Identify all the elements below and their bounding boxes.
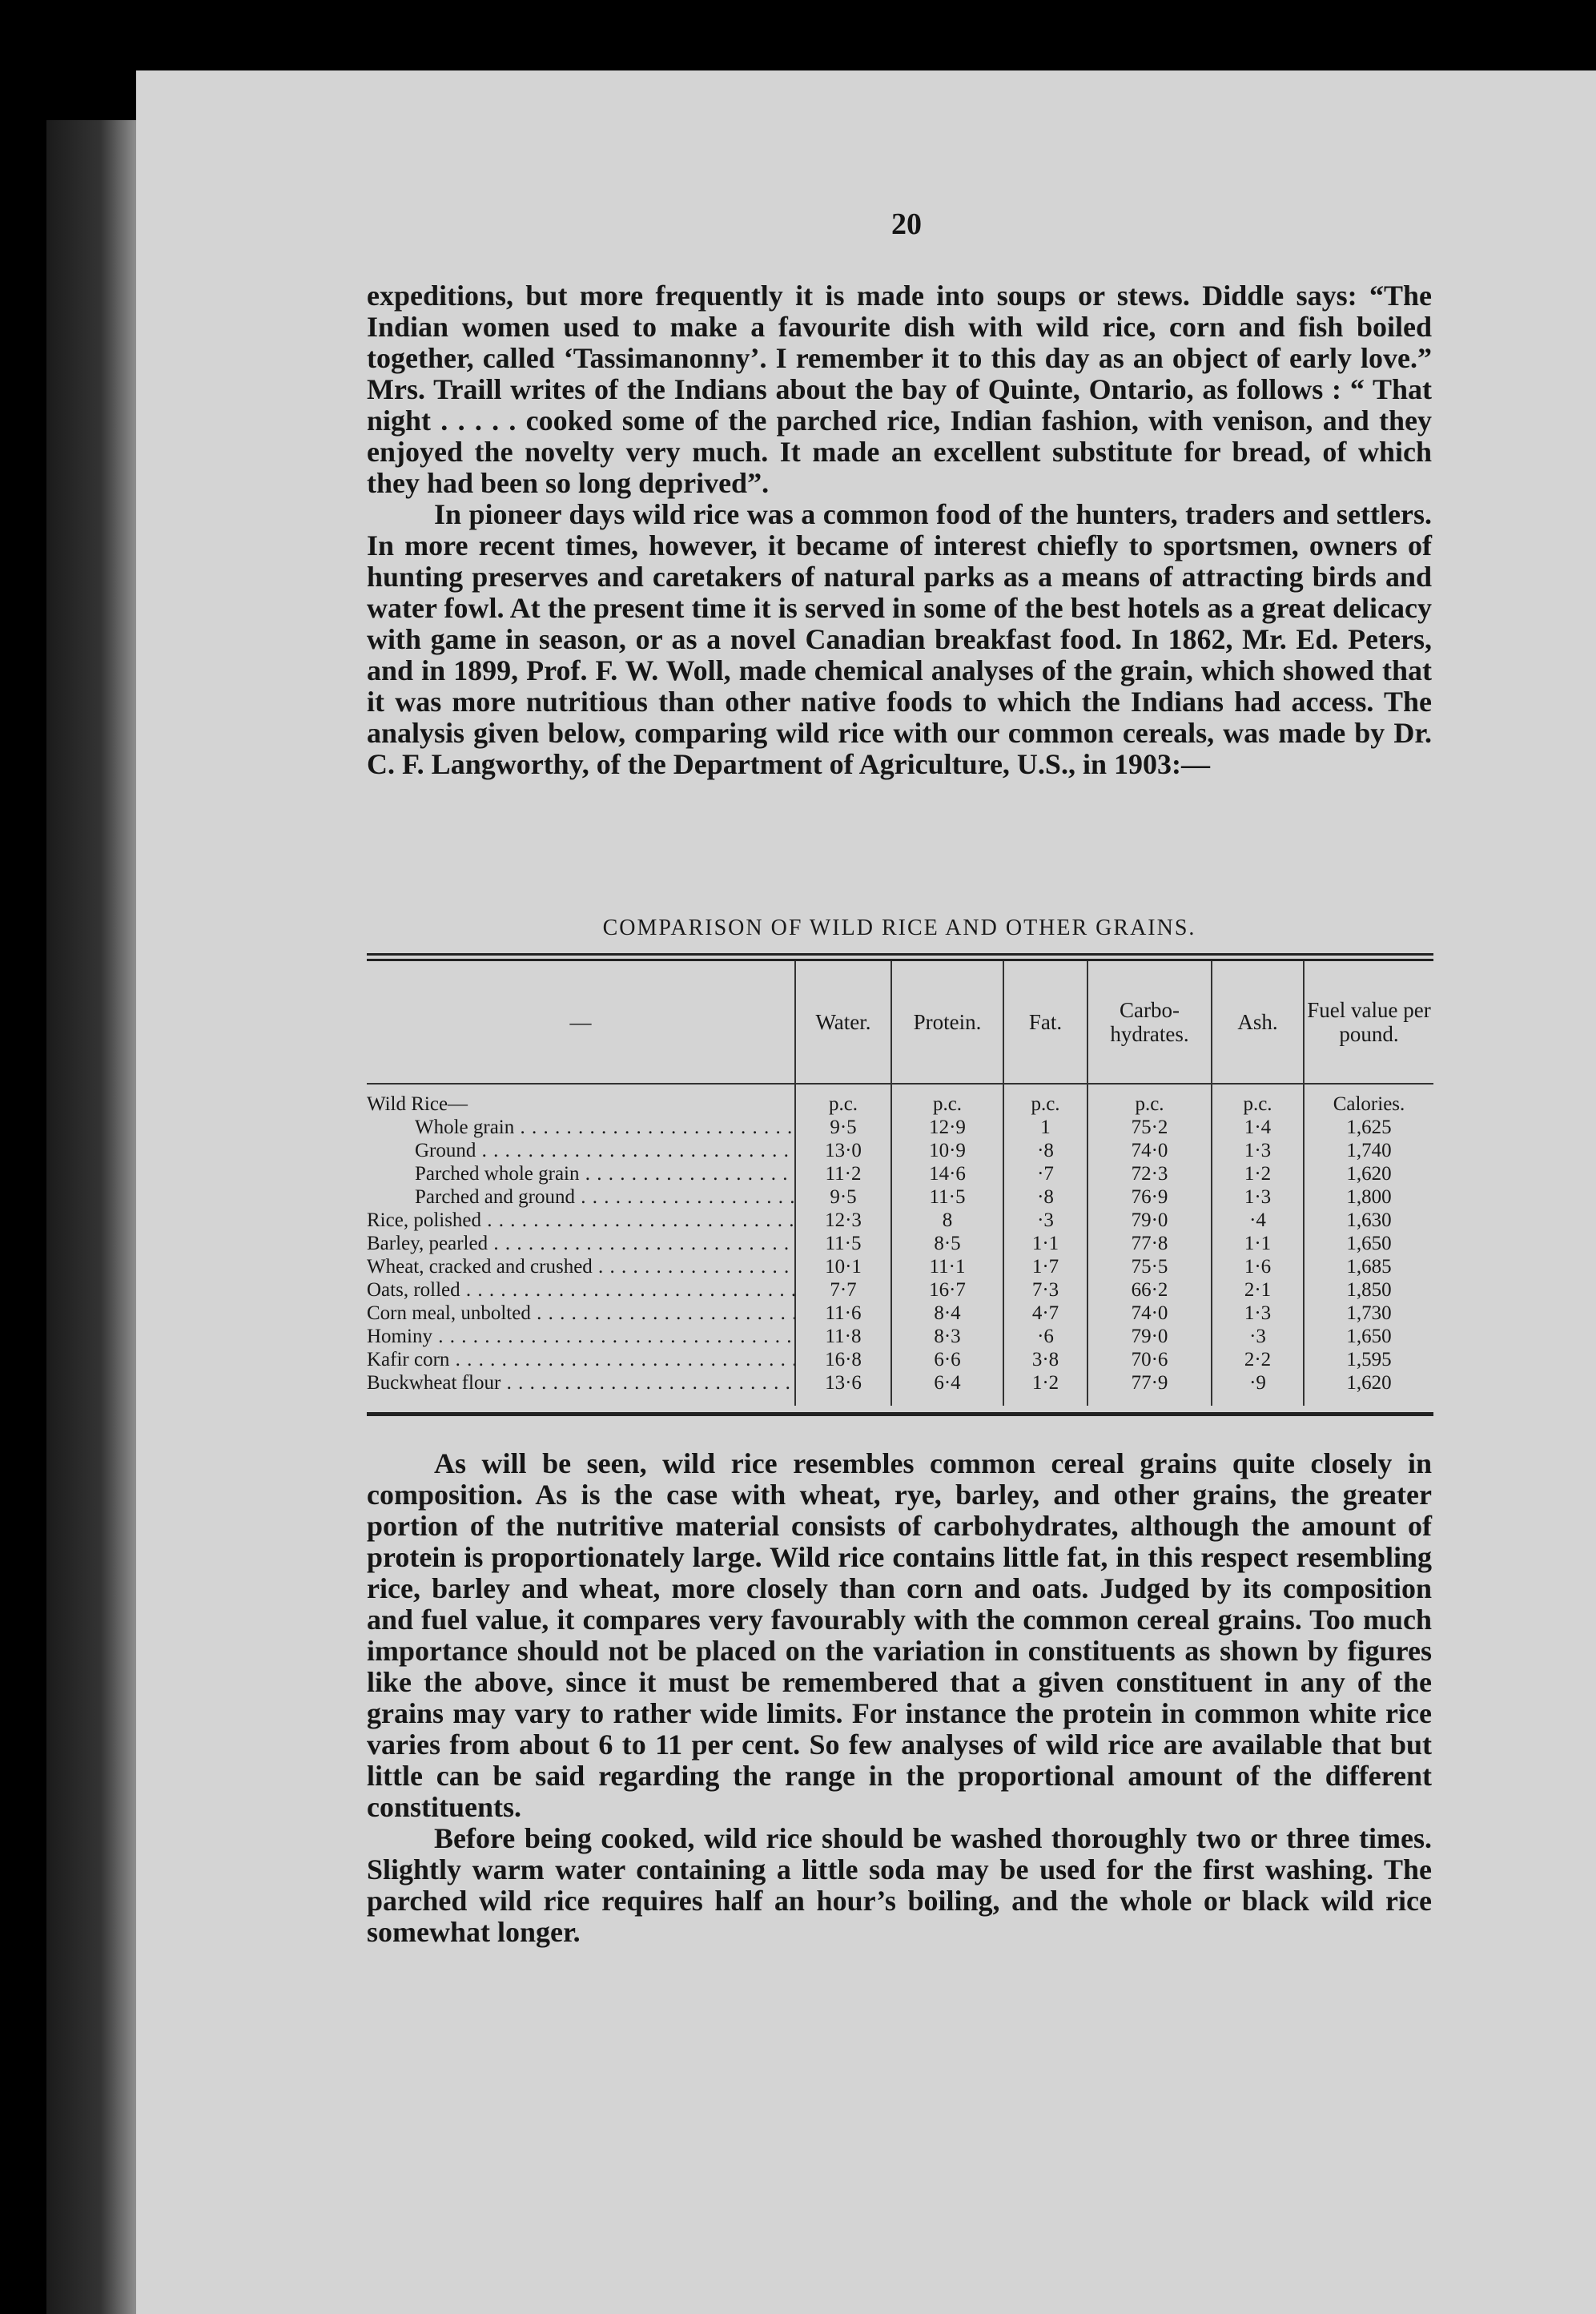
cell-carbohydrates: 66·2 xyxy=(1087,1278,1212,1302)
header-label: — xyxy=(367,961,795,1084)
cell-fuel: 1,650 xyxy=(1304,1232,1433,1255)
cell-fuel: 1,740 xyxy=(1304,1139,1433,1162)
cell-ash: ·9 xyxy=(1212,1371,1304,1406)
cell-protein: 11·1 xyxy=(891,1255,1003,1278)
cell-fat: ·8 xyxy=(1003,1185,1087,1209)
table-header-row xyxy=(367,961,1433,1084)
table-row xyxy=(367,1185,1433,1209)
cell-ash: 1·3 xyxy=(1212,1302,1304,1325)
cell-fat: 1·2 xyxy=(1003,1371,1087,1406)
book-spine-edge xyxy=(46,120,136,2314)
table-row xyxy=(367,1302,1433,1325)
cell-water: 13·6 xyxy=(795,1371,891,1406)
paragraph-1: expeditions, but more frequently it is made into soups or stews. Diddle says: “The Indian women used to make a favourite dish with wild rice, corn and fish boiled together, called ‘Tassimanonny’. I remember it to this day as an object of early love.” Mrs. Traill writes of the Indians about the bay of Quinte, Ontario, as follows : “ That night . . . . . cooked some of the parched rice, Indian fashion, with venison, and they enjoyed the novelty very much. It made an excellent substitute for bread, of which they had been so long deprived”. xyxy=(367,280,1432,499)
unit-water: p.c. xyxy=(795,1084,891,1116)
cell-protein: 11·5 xyxy=(891,1185,1003,1209)
cell-protein: 6·6 xyxy=(891,1348,1003,1371)
cell-water: 13·0 xyxy=(795,1139,891,1162)
cell-fat: ·6 xyxy=(1003,1325,1087,1348)
row-label: Buckwheat flour . . . xyxy=(367,1371,795,1406)
table-row xyxy=(367,1348,1433,1371)
table-top-rule xyxy=(367,953,1433,961)
cell-ash: 1·6 xyxy=(1212,1255,1304,1278)
row-label: Whole grain . . . xyxy=(367,1116,795,1139)
row-label: Barley, pearled . . . xyxy=(367,1232,795,1255)
cell-protein: 10·9 xyxy=(891,1139,1003,1162)
unit-carbohydrates: p.c. xyxy=(1087,1084,1212,1116)
cell-protein: 12·9 xyxy=(891,1116,1003,1139)
cell-fuel: 1,620 xyxy=(1304,1162,1433,1185)
cell-protein: 14·6 xyxy=(891,1162,1003,1185)
cell-ash: ·4 xyxy=(1212,1209,1304,1232)
cell-water: 11·5 xyxy=(795,1232,891,1255)
cell-water: 9·5 xyxy=(795,1185,891,1209)
table-row xyxy=(367,1209,1433,1232)
cell-fuel: 1,625 xyxy=(1304,1116,1433,1139)
cell-fuel: 1,685 xyxy=(1304,1255,1433,1278)
cell-water: 11·6 xyxy=(795,1302,891,1325)
cell-water: 9·5 xyxy=(795,1116,891,1139)
cell-carbohydrates: 70·6 xyxy=(1087,1348,1212,1371)
cell-protein: 16·7 xyxy=(891,1278,1003,1302)
row-label: Kafir corn . . . xyxy=(367,1348,795,1371)
cell-carbohydrates: 77·9 xyxy=(1087,1371,1212,1406)
cell-fat: 1·7 xyxy=(1003,1255,1087,1278)
cell-protein: 8·5 xyxy=(891,1232,1003,1255)
table-row xyxy=(367,1232,1433,1255)
cell-ash: 1·3 xyxy=(1212,1139,1304,1162)
table-caption: COMPARISON OF WILD RICE AND OTHER GRAINS. xyxy=(602,916,1196,940)
cell-fuel: 1,730 xyxy=(1304,1302,1433,1325)
cell-fuel: 1,630 xyxy=(1304,1209,1433,1232)
cell-fat: ·3 xyxy=(1003,1209,1087,1232)
header-ash: Ash. xyxy=(1212,961,1304,1084)
header-water: Water. xyxy=(795,961,891,1084)
cell-carbohydrates: 79·0 xyxy=(1087,1209,1212,1232)
paragraph-4: Before being cooked, wild rice should be washed thoroughly two or three times. Slightly warm water containing a little soda may be used for the first washing. The parched wild rice requires half an hour’s boiling, and the whole or black wild rice somewhat longer. xyxy=(367,1822,1432,1948)
cell-ash: 1·2 xyxy=(1212,1162,1304,1185)
cell-water: 11·2 xyxy=(795,1162,891,1185)
row-label: Corn meal, unbolted . . . xyxy=(367,1302,795,1325)
cell-fat: 7·3 xyxy=(1003,1278,1087,1302)
header-fuel-value: Fuel value per pound. xyxy=(1304,961,1433,1084)
cell-fat: ·7 xyxy=(1003,1162,1087,1185)
cell-carbohydrates: 74·0 xyxy=(1087,1302,1212,1325)
cell-carbohydrates: 76·9 xyxy=(1087,1185,1212,1209)
header-protein: Protein. xyxy=(891,961,1003,1084)
cell-ash: 2·1 xyxy=(1212,1278,1304,1302)
table-row xyxy=(367,1278,1433,1302)
paragraph-2: In pioneer days wild rice was a common food of the hunters, traders and settlers. In more recent times, however, it became of interest chiefly to sportsmen, owners of hunting preserves and caretakers of natural parks as a means of attracting birds and water fowl. At the present time it is served in some of the best hotels as a great delicacy with game in season, or as a novel Canadian breakfast food. In 1862, Mr. Ed. Peters, and in 1899, Prof. F. W. Woll, made chemical analyses of the grain, which showed that it was more nutritious than other native foods to which the Indians had access. The analysis given below, comparing wild rice with our common cereals, was made by Dr. C. F. Langworthy, of the Department of Agriculture, U.S., in 1903:— xyxy=(367,498,1432,780)
cell-protein: 8·4 xyxy=(891,1302,1003,1325)
row-label: Rice, polished . . . xyxy=(367,1209,795,1232)
cell-protein: 8 xyxy=(891,1209,1003,1232)
cell-fuel: 1,650 xyxy=(1304,1325,1433,1348)
table-row xyxy=(367,1139,1433,1162)
group-label: Wild Rice— xyxy=(367,1093,468,1115)
paragraph-3: As will be seen, wild rice resembles common cereal grains quite closely in composition. As is the case with wheat, rye, barley, and other grains, the greater portion of the nutritive material consists of carbohydrates, although the amount of protein is proportionately large. Wild rice contains little fat, in this respect resembling rice, barley and wheat, more closely than corn and oats. Judged by its composition and fuel value, it compares very favourably with the common cereal grains. Too much importance should not be placed on the variation in constituents as shown by figures like the above, since it must be remembered that a given constituent in any of the grains may vary to rather wide limits. For instance the protein in common white rice varies from about 6 to 11 per cent. So few analyses of wild rice are available that but little can be said regarding the range in the proportional amount of the different constituents. xyxy=(367,1447,1432,1823)
cell-ash: ·3 xyxy=(1212,1325,1304,1348)
row-label: Parched whole grain . . . xyxy=(367,1162,795,1185)
cell-fat: 1 xyxy=(1003,1116,1087,1139)
table-row xyxy=(367,1162,1433,1185)
cell-fuel: 1,595 xyxy=(1304,1348,1433,1371)
cell-water: 12·3 xyxy=(795,1209,891,1232)
cell-fat: ·8 xyxy=(1003,1139,1087,1162)
cell-fuel: 1,850 xyxy=(1304,1278,1433,1302)
table-row xyxy=(367,1116,1433,1139)
table-row xyxy=(367,1371,1433,1406)
cell-ash: 1·1 xyxy=(1212,1232,1304,1255)
cell-water: 10·1 xyxy=(795,1255,891,1278)
cell-carbohydrates: 77·8 xyxy=(1087,1232,1212,1255)
row-label: Oats, rolled . . . xyxy=(367,1278,795,1302)
text-block-bottom xyxy=(367,1448,1432,1948)
table-bottom-rule xyxy=(367,1412,1433,1416)
unit-fat: p.c. xyxy=(1003,1084,1087,1116)
cell-ash: 1·4 xyxy=(1212,1116,1304,1139)
row-label: Hominy . . . xyxy=(367,1325,795,1348)
page-number: 20 xyxy=(891,207,922,241)
cell-fuel: 1,800 xyxy=(1304,1185,1433,1209)
cell-carbohydrates: 75·2 xyxy=(1087,1116,1212,1139)
comparison-table xyxy=(367,953,1433,1416)
cell-ash: 1·3 xyxy=(1212,1185,1304,1209)
cell-protein: 8·3 xyxy=(891,1325,1003,1348)
header-carbohydrates: Carbo-hydrates. xyxy=(1087,961,1212,1084)
cell-water: 7·7 xyxy=(795,1278,891,1302)
cell-carbohydrates: 72·3 xyxy=(1087,1162,1212,1185)
row-label: Ground . . . xyxy=(367,1139,795,1162)
cell-carbohydrates: 74·0 xyxy=(1087,1139,1212,1162)
cell-protein: 6·4 xyxy=(891,1371,1003,1406)
cell-carbohydrates: 79·0 xyxy=(1087,1325,1212,1348)
unit-ash: p.c. xyxy=(1212,1084,1304,1116)
text-block-top xyxy=(367,280,1432,780)
header-fat: Fat. xyxy=(1003,961,1087,1084)
units-row xyxy=(367,1084,1433,1116)
table-row xyxy=(367,1255,1433,1278)
table-body xyxy=(367,1084,1433,1406)
table-row xyxy=(367,1325,1433,1348)
cell-fat: 3·8 xyxy=(1003,1348,1087,1371)
cell-fat: 1·1 xyxy=(1003,1232,1087,1255)
cell-carbohydrates: 75·5 xyxy=(1087,1255,1212,1278)
cell-fat: 4·7 xyxy=(1003,1302,1087,1325)
cell-water: 16·8 xyxy=(795,1348,891,1371)
unit-protein: p.c. xyxy=(891,1084,1003,1116)
row-label: Wheat, cracked and crushed . . . xyxy=(367,1255,795,1278)
cell-water: 11·8 xyxy=(795,1325,891,1348)
cell-ash: 2·2 xyxy=(1212,1348,1304,1371)
unit-fuel: Calories. xyxy=(1304,1084,1433,1116)
row-label: Parched and ground . . . xyxy=(367,1185,795,1209)
cell-fuel: 1,620 xyxy=(1304,1371,1433,1406)
table-grid xyxy=(367,961,1433,1406)
